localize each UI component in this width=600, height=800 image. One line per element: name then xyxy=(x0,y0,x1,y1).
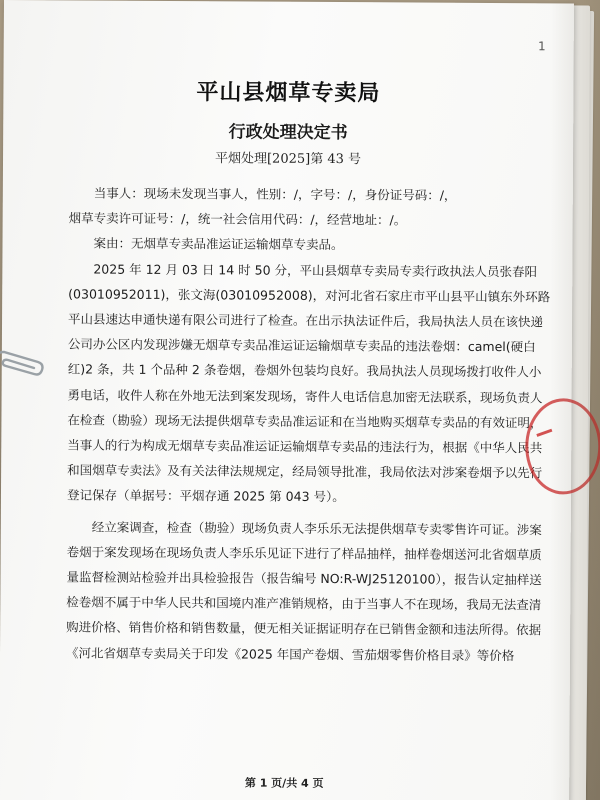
document-type-title: 行政处理决定书 xyxy=(228,122,348,144)
corner-page-number: 1 xyxy=(538,39,546,54)
red-seal-edge xyxy=(525,398,600,494)
investigation-paragraph: 经立案调查，检查（勘验）现场负责人李乐乐无法提供烟草专卖零售许可证。涉案卷烟于案发现场在现场负责人李乐乐见证下进行了样品抽样，抽样卷烟送河北省烟草质量监督检测站检验并出具检验报告（报告编号 NO:R-WJ25120100），报告认定抽样送检卷烟不属于中华人民共和国境内准产准销规格，由于当事人不在现场，我局无法查清购进价格、销售价格和销售数量，便无相关证据证明存在已销售金额和违法所得。依据《河北省烟草专卖局关于印发《2025 年国产卷烟、雪茄烟零售价格目录》等价格 xyxy=(65,519,542,663)
seal-mark xyxy=(536,429,552,437)
page-footer: 第 1 页/共 4 页 xyxy=(244,776,324,790)
document-number: 平烟处理[2025]第 43 号 xyxy=(214,151,362,168)
document-body xyxy=(66,180,555,668)
paper-clip-icon xyxy=(0,348,46,384)
party-paragraph: 当事人：现场未发现当事人，性别：/，字号：/，身份证号码：/， xyxy=(93,185,457,203)
agency-title: 平山县烟草专卖局 xyxy=(196,80,381,107)
facts-paragraph: 2025 年 12 月 03 日 14 时 50 分，平山县烟草专卖局专卖行政执法人员张春阳(03010952011)，张文海(03010952008)，对河北省石家庄市平山县平山镇东外环路平山县速达申通快递有限公司进行了检查。在出示执法证件后，我局执法人员在该快递公司办公区内发现涉嫌无烟草专卖品准运证运输烟草专卖品的违法卷烟：camel(硬白红)2 条，共 1 个品种 2 条卷烟，卷烟外包装均良好。我局执法人员现场拨打收件人小勇电话，收件人称在外地无法到案发现场，寄件人电话信息加密无法联系，现场负责人在检查（勘验）现场无法提供烟草专卖品准运证和在当地购买烟草专卖品的有效证明，当事人的行为构成无烟草专卖品准运证运输烟草专卖品的违法行为，根据《中华人民共和国烟草专卖法》及有关法律法规规定，经局领导批准，我局依法对涉案卷烟予以先行登记保存（单据号：平烟存通 2025 第 043 号）。 xyxy=(66,261,551,505)
party-paragraph-cont: 烟草专卖许可证号：/，统一社会信用代码：/，经营地址：/。 xyxy=(68,210,407,228)
case-cause-paragraph: 案由：无烟草专卖品准运证运输烟草专卖品。 xyxy=(93,235,344,253)
